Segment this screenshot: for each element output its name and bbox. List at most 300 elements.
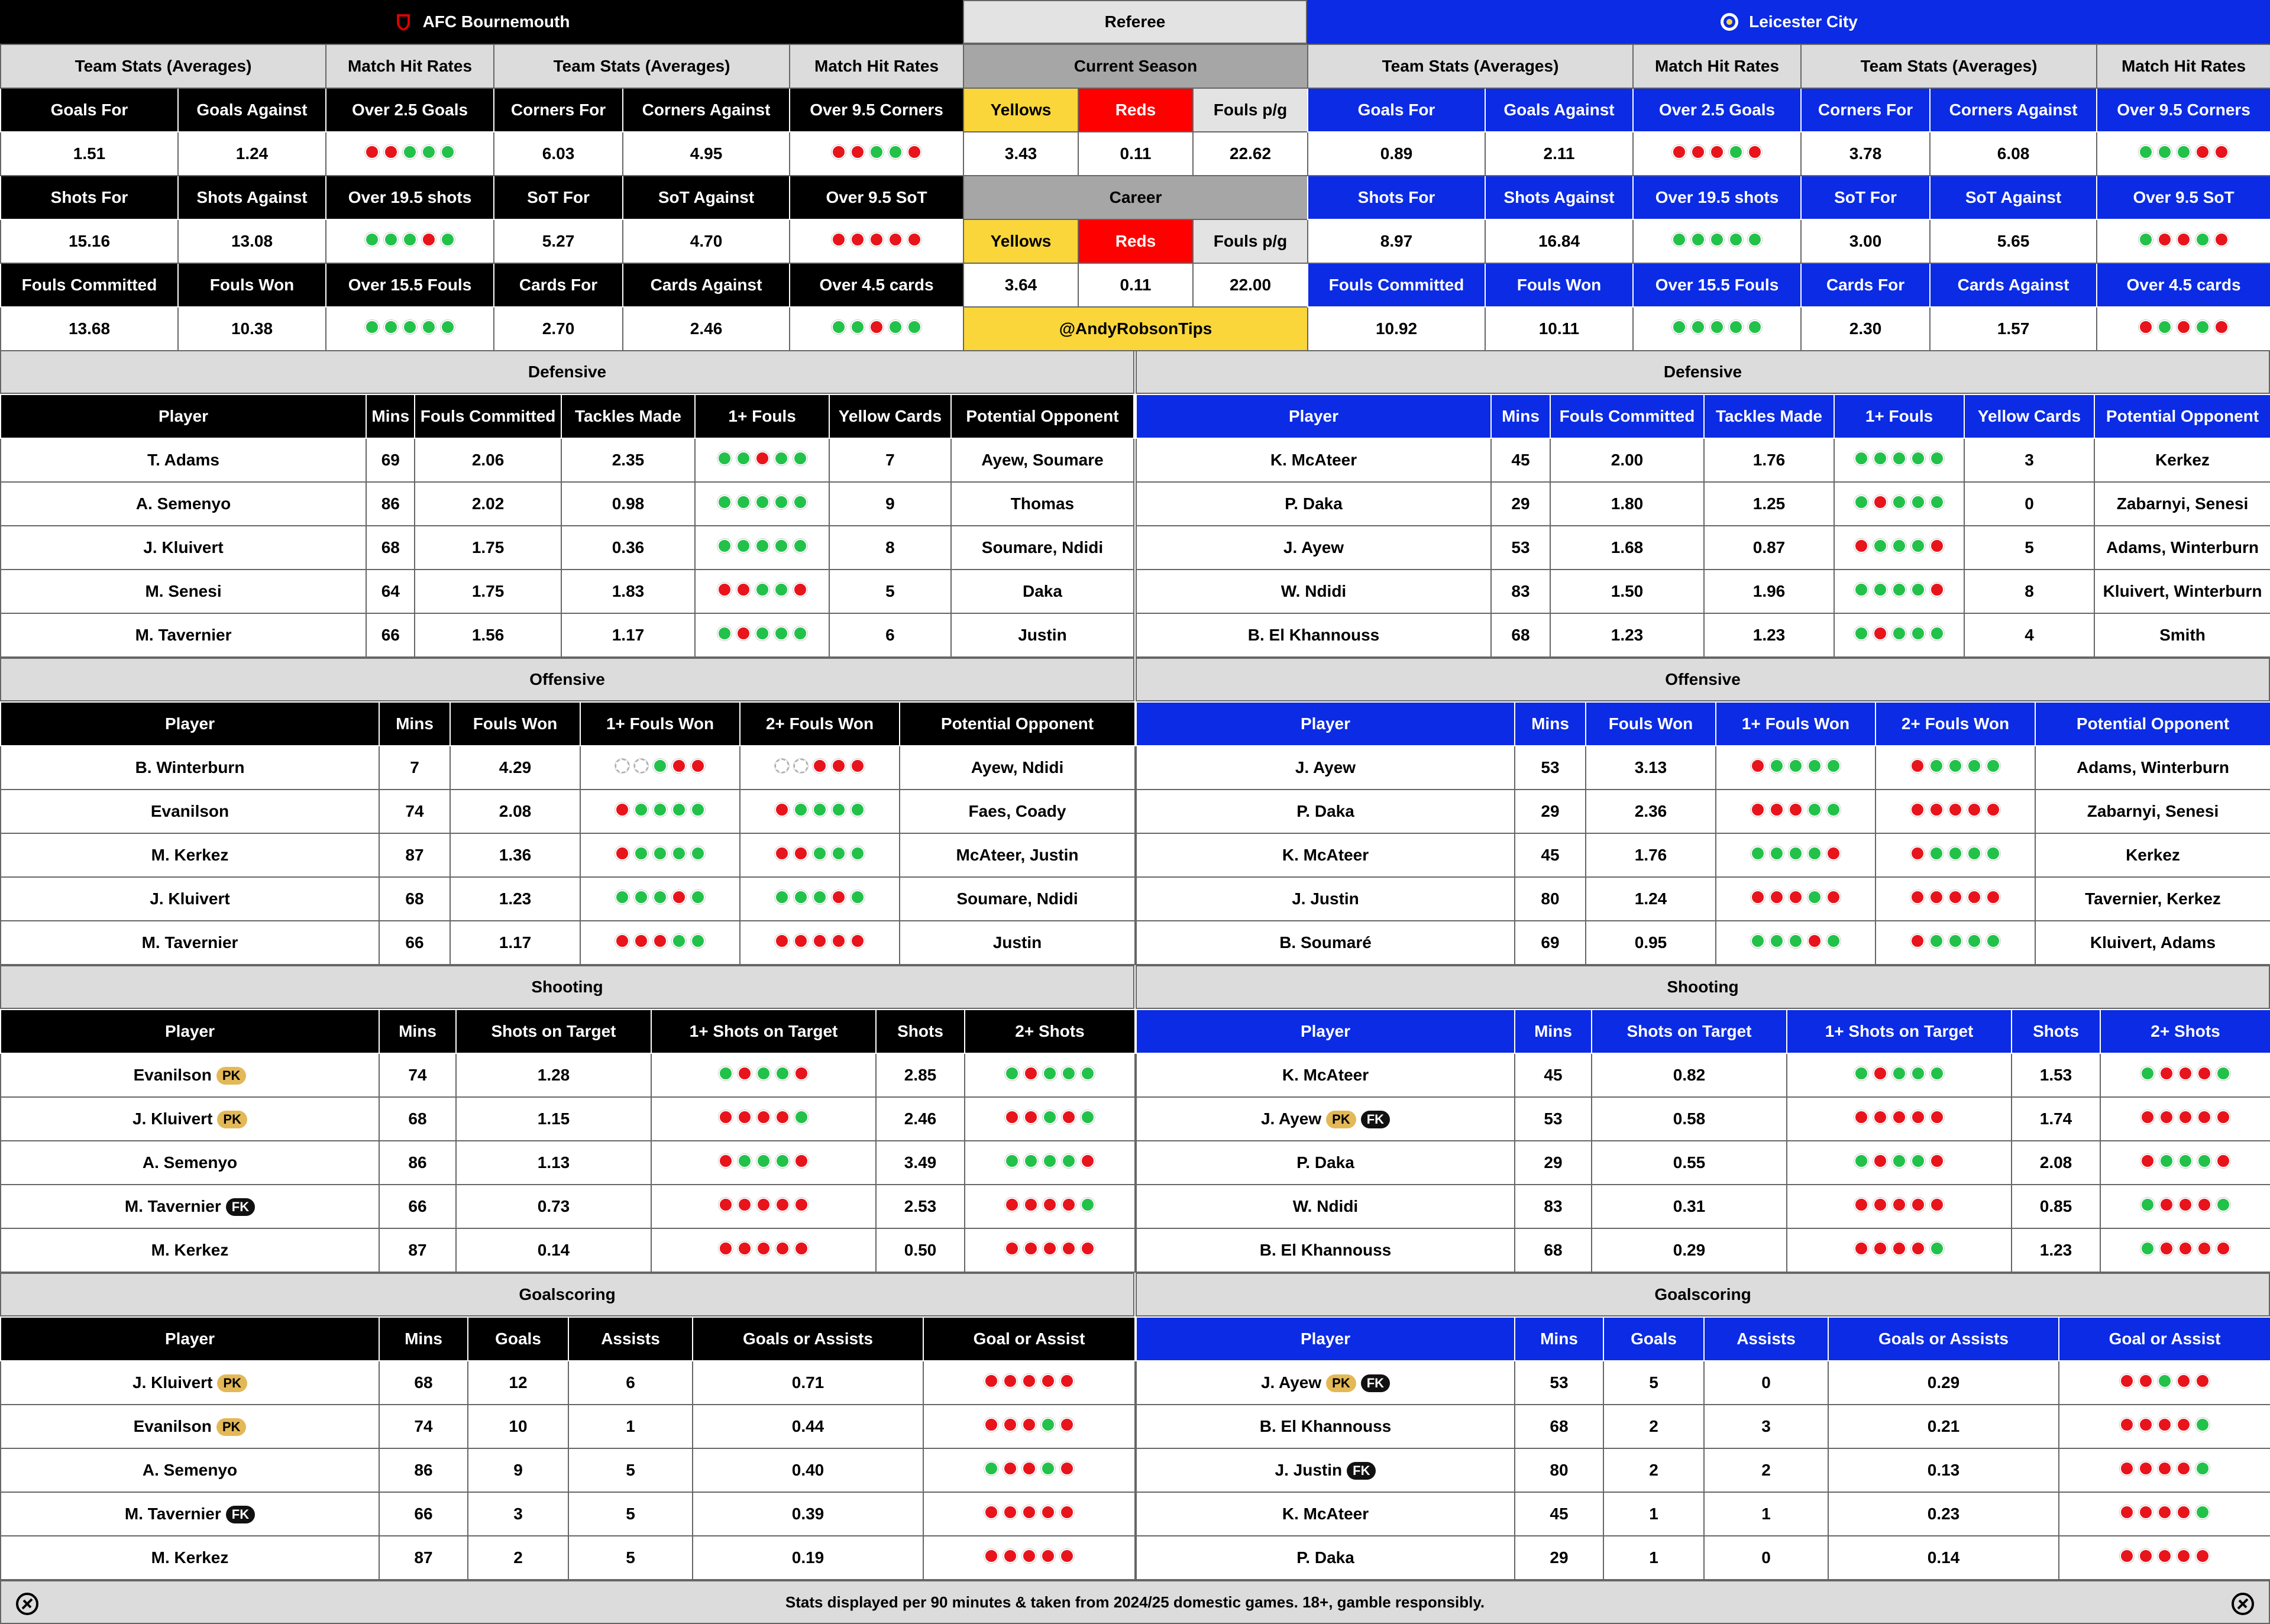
hit-dot-green xyxy=(672,934,686,948)
hit-dot-green xyxy=(1807,759,1822,773)
hit-dot-red xyxy=(1024,1110,1038,1124)
player-row xyxy=(1,1361,1135,1405)
column-header: Player xyxy=(1136,1317,1515,1361)
hit-dot-green xyxy=(1854,495,1868,509)
hit-dot-red xyxy=(775,846,789,860)
hit-dot-red xyxy=(2177,1505,2191,1519)
column-header: Fouls Committed xyxy=(415,394,561,438)
hit-dot-green xyxy=(1911,626,1925,640)
hit-dot-green xyxy=(774,539,788,553)
cell-value: 87 xyxy=(379,1228,456,1272)
cell-value: 1.76 xyxy=(1586,833,1716,877)
hit-dot-red xyxy=(2139,1374,2153,1388)
column-header: Tackles Made xyxy=(1704,394,1834,438)
hit-dot-green xyxy=(1748,232,1762,247)
column-header: Shots xyxy=(2012,1010,2100,1053)
hit-dot-red xyxy=(2120,1549,2134,1563)
hit-dot-red xyxy=(1060,1461,1074,1476)
cell-value: 5 xyxy=(568,1536,693,1580)
hit-dot-green xyxy=(793,539,807,553)
hit-dot-green xyxy=(1854,451,1868,465)
cell-value: Thomas xyxy=(951,482,1134,526)
hit-dot-green xyxy=(1826,803,1841,817)
col-header: SoT Against xyxy=(1930,176,2097,219)
hit-dot-red xyxy=(1854,1110,1868,1124)
hit-dot-red xyxy=(1022,1549,1036,1563)
cell-value xyxy=(651,1097,876,1141)
cell-value: 6 xyxy=(829,613,951,657)
hit-dot-red xyxy=(719,1110,733,1124)
player-row xyxy=(1136,833,2270,877)
hit-dot-green xyxy=(736,495,751,509)
hit-dot-red xyxy=(1060,1374,1074,1388)
hit-dot-red xyxy=(832,890,846,904)
hit-dot-red xyxy=(984,1505,998,1519)
hit-dot-red xyxy=(1911,1110,1925,1124)
hit-dot-green xyxy=(717,626,732,640)
player-name: Evanilson PK xyxy=(1,1053,379,1097)
hit-dot-green xyxy=(1729,320,1743,334)
cell-value: 0.21 xyxy=(1828,1405,2059,1448)
hit-dot-green xyxy=(1873,583,1887,597)
cell-value xyxy=(965,1053,1135,1097)
career-label: Career xyxy=(963,176,1308,219)
career-reds: 0.11 xyxy=(1078,263,1193,307)
current-reds: 0.11 xyxy=(1078,132,1193,176)
hit-dot-green xyxy=(422,320,436,334)
cell-value: 66 xyxy=(379,1492,468,1536)
hit-dot-green xyxy=(1930,495,1944,509)
hit-dot-green xyxy=(793,626,807,640)
hit-dot-red xyxy=(813,759,827,773)
stat-value: 2.30 xyxy=(1801,307,1930,351)
hit-dot-red xyxy=(851,232,865,247)
cell-value xyxy=(1787,1097,2012,1141)
player-name: W. Ndidi xyxy=(1136,1185,1515,1228)
hit-dot-red xyxy=(738,1066,752,1080)
hit-dot-green xyxy=(2195,1505,2210,1519)
hit-dot-green xyxy=(1854,626,1868,640)
cell-value: 5 xyxy=(829,570,951,613)
hit-dot-red xyxy=(2177,320,2191,334)
hit-dot-green xyxy=(1967,846,1981,860)
hit-dot-red xyxy=(2216,1241,2230,1256)
hit-dot-green xyxy=(1710,320,1724,334)
cell-value: 68 xyxy=(379,1361,468,1405)
hit-dot-green xyxy=(1043,1154,1057,1168)
cell-value: 0.87 xyxy=(1704,526,1834,570)
hit-dot-green xyxy=(1948,759,1962,773)
cell-value: 1.28 xyxy=(456,1053,651,1097)
cell-value xyxy=(651,1228,876,1272)
player-row xyxy=(1136,1097,2270,1141)
cell-value: 1.23 xyxy=(1704,613,1834,657)
col-header: Corners Against xyxy=(623,88,790,132)
hit-dot-green xyxy=(1081,1110,1095,1124)
cell-value: 2.53 xyxy=(876,1185,965,1228)
player-name: K. McAteer xyxy=(1136,1053,1515,1097)
hit-dot-green xyxy=(755,539,769,553)
player-name: J. Ayew PK FK xyxy=(1136,1097,1515,1141)
hit-dot-red xyxy=(2214,232,2229,247)
hit-dot-red xyxy=(756,1241,771,1256)
player-name: J. Kluivert PK xyxy=(1,1361,379,1405)
hit-dot-green xyxy=(2195,320,2210,334)
hit-dot-red xyxy=(1910,803,1925,817)
hit-dot-green xyxy=(907,320,921,334)
column-header: 2+ Fouls Won xyxy=(740,702,900,746)
hit-dot-green xyxy=(1041,1461,1055,1476)
cell-value: 87 xyxy=(379,833,450,877)
cell-value: 69 xyxy=(366,438,415,482)
hit-dot-red xyxy=(2197,1241,2211,1256)
hit-dot-red xyxy=(615,934,629,948)
player-row xyxy=(1136,1228,2270,1272)
stat-value: 15.16 xyxy=(1,219,178,263)
hit-dot-green xyxy=(2140,1066,2155,1080)
hit-dot-red xyxy=(422,232,436,247)
player-row xyxy=(1,1141,1135,1185)
cell-value: 1.96 xyxy=(1704,570,1834,613)
stat-value: 1.57 xyxy=(1930,307,2097,351)
hit-dot-red xyxy=(2159,1066,2174,1080)
column-header: Shots on Target xyxy=(456,1010,651,1053)
hit-dot-red xyxy=(1930,1110,1944,1124)
column-header: Player xyxy=(1,394,366,438)
col-header: Over 4.5 cards xyxy=(2097,263,2270,307)
hit-dot-red xyxy=(1751,890,1765,904)
hit-dot-green xyxy=(2195,1418,2210,1432)
fouls-label: Fouls p/g xyxy=(1193,88,1308,132)
player-row xyxy=(1,833,1135,877)
cell-value: 83 xyxy=(1515,1185,1592,1228)
cell-value: 86 xyxy=(379,1141,456,1185)
hit-dot-green xyxy=(888,145,903,159)
hit-dot-red xyxy=(1041,1374,1055,1388)
penalty-taker-badge: PK xyxy=(216,1067,247,1085)
hit-rate-dots xyxy=(1633,219,1801,263)
hit-dot-green xyxy=(1807,890,1822,904)
column-header: Goals xyxy=(468,1317,568,1361)
career-fouls: 22.00 xyxy=(1193,263,1308,307)
player-row xyxy=(1,1053,1135,1097)
hit-dot-green xyxy=(1672,232,1686,247)
column-header: Shots on Target xyxy=(1592,1010,1787,1053)
cell-value: 2.06 xyxy=(415,438,561,482)
hit-dot-red xyxy=(1910,846,1925,860)
referee-panel xyxy=(963,44,1307,351)
hit-dot-red xyxy=(1910,759,1925,773)
hit-dot-green xyxy=(738,1154,752,1168)
home-team-name: AFC Bournemouth xyxy=(422,12,570,31)
cell-value xyxy=(1834,438,1964,482)
footer-right-logo-icon xyxy=(2231,1592,2255,1620)
hit-dot-red xyxy=(738,1198,752,1212)
cell-value: Tavernier, Kerkez xyxy=(2035,877,2270,921)
hit-dot-red xyxy=(634,934,648,948)
player-name: P. Daka xyxy=(1136,790,1515,833)
hit-dot-red xyxy=(832,232,846,247)
hit-dot-green xyxy=(441,320,455,334)
defensive-section-title: Defensive xyxy=(1136,350,2270,394)
cell-value xyxy=(965,1228,1135,1272)
cell-value: 1.80 xyxy=(1550,482,1704,526)
hit-dot-red xyxy=(1910,934,1925,948)
hit-dot-red xyxy=(2177,1461,2191,1476)
hit-dot-red xyxy=(775,1241,790,1256)
team-stats-label: Team Stats (Averages) xyxy=(1308,44,1633,88)
player-row xyxy=(1,1448,1135,1492)
hit-dot-green xyxy=(653,846,667,860)
player-name: P. Daka xyxy=(1136,1536,1515,1580)
hit-dot-green xyxy=(1062,1066,1076,1080)
cell-value: 66 xyxy=(379,1185,456,1228)
hit-dot-green xyxy=(1986,846,2000,860)
column-header: 2+ Shots xyxy=(965,1010,1135,1053)
hit-dot-green xyxy=(793,495,807,509)
hit-dot-green xyxy=(1986,759,2000,773)
cell-value xyxy=(1876,921,2035,965)
hit-dot-red xyxy=(1911,1198,1925,1212)
hit-dot-green xyxy=(1929,846,1944,860)
cell-value: 45 xyxy=(1515,1053,1592,1097)
cell-value xyxy=(1716,746,1876,790)
cell-value: 0.44 xyxy=(693,1405,923,1448)
stat-value: 1.24 xyxy=(178,132,326,176)
cell-value: 0.13 xyxy=(1828,1448,2059,1492)
hit-dot-red xyxy=(2158,1461,2172,1476)
cell-value xyxy=(2059,1492,2270,1536)
hit-dot-red xyxy=(1986,803,2000,817)
hit-dot-green xyxy=(1751,846,1765,860)
cell-value: 3 xyxy=(1704,1405,1828,1448)
cell-value: 1.74 xyxy=(2012,1097,2100,1141)
hit-rate-dots xyxy=(790,219,963,263)
hit-dot-red xyxy=(2159,1241,2174,1256)
hit-dot-red xyxy=(691,759,705,773)
col-header: Goals Against xyxy=(178,88,326,132)
hit-dot-red xyxy=(1873,1154,1887,1168)
hit-dot-green xyxy=(2139,232,2153,247)
cell-value: 9 xyxy=(829,482,951,526)
hit-dot-red xyxy=(1024,1198,1038,1212)
cell-value xyxy=(1834,570,1964,613)
hit-dot-red xyxy=(1873,1198,1887,1212)
hit-rate-dots xyxy=(790,132,963,176)
hit-rate-dots xyxy=(2097,307,2270,351)
hit-dot-red xyxy=(615,846,629,860)
hit-dot-green xyxy=(672,803,686,817)
home-team-stats xyxy=(0,44,963,351)
col-header: Cards For xyxy=(494,263,623,307)
hit-dot-green xyxy=(1043,1066,1057,1080)
penalty-taker-badge: PK xyxy=(217,1374,247,1392)
cell-value: 8 xyxy=(1964,570,2094,613)
hit-dot-red xyxy=(1710,145,1724,159)
cell-value xyxy=(2059,1448,2270,1492)
cell-value: 2 xyxy=(1603,1405,1704,1448)
player-name: A. Semenyo xyxy=(1,1448,379,1492)
cell-value xyxy=(1787,1141,2012,1185)
stat-value: 10.38 xyxy=(178,307,326,351)
stat-value: 4.70 xyxy=(623,219,790,263)
hit-dot-green xyxy=(672,846,686,860)
hit-dot-red xyxy=(1986,890,2000,904)
hit-dot-red xyxy=(736,626,751,640)
hit-dot-green xyxy=(2158,145,2172,159)
cell-value xyxy=(651,1185,876,1228)
col-header: Shots Against xyxy=(1485,176,1633,219)
cell-value: 1.13 xyxy=(456,1141,651,1185)
column-header: Potential Opponent xyxy=(951,394,1134,438)
cell-value: 2.85 xyxy=(876,1053,965,1097)
footer-left-logo-icon xyxy=(15,1592,39,1620)
offensive-section-title: Offensive xyxy=(0,658,1134,701)
hit-dot-green xyxy=(403,320,417,334)
col-header: Cards For xyxy=(1801,263,1930,307)
cell-value xyxy=(651,1141,876,1185)
hit-rate-dots xyxy=(2097,219,2270,263)
player-row xyxy=(1136,877,2270,921)
current-season-label: Current Season xyxy=(963,44,1308,88)
hit-dot-red xyxy=(2177,1418,2191,1432)
cell-value: 0.23 xyxy=(1828,1492,2059,1536)
hit-dot-red xyxy=(1748,145,1762,159)
hit-dot-red xyxy=(832,759,846,773)
stat-value: 10.11 xyxy=(1485,307,1633,351)
col-header: SoT For xyxy=(1801,176,1930,219)
column-header: Yellow Cards xyxy=(829,394,951,438)
twitter-handle: @AndyRobsonTips xyxy=(963,307,1308,351)
home-header xyxy=(0,0,963,44)
hit-dot-red xyxy=(1022,1461,1036,1476)
hit-dot-green xyxy=(1789,846,1803,860)
column-header: 1+ Shots on Target xyxy=(651,1010,876,1053)
hit-dot-green xyxy=(1854,1154,1868,1168)
hit-dot-red xyxy=(2139,320,2153,334)
team-stats-label: Team Stats (Averages) xyxy=(1801,44,2097,88)
hit-dot-green xyxy=(888,320,903,334)
player-row xyxy=(1136,746,2270,790)
hit-dot-red xyxy=(1929,803,1944,817)
cell-value: 66 xyxy=(379,921,450,965)
hit-dot-red xyxy=(832,145,846,159)
cell-value: 68 xyxy=(379,1097,456,1141)
hit-dot-green xyxy=(1930,626,1944,640)
player-row xyxy=(1,570,1134,613)
cell-value xyxy=(2059,1361,2270,1405)
cell-value xyxy=(740,833,900,877)
cell-value: 2.08 xyxy=(2012,1141,2100,1185)
hit-dot-red xyxy=(2139,1418,2153,1432)
hit-dot-green xyxy=(1967,759,1981,773)
col-header: Shots Against xyxy=(178,176,326,219)
cell-value xyxy=(2100,1185,2270,1228)
cell-value: 0.19 xyxy=(693,1536,923,1580)
cell-value: 0.98 xyxy=(561,482,696,526)
hit-dot-red xyxy=(2140,1154,2155,1168)
hit-dot-red xyxy=(719,1241,733,1256)
column-header: Fouls Committed xyxy=(1550,394,1704,438)
hit-dot-green xyxy=(2159,1154,2174,1168)
column-header: Goals or Assists xyxy=(1828,1317,2059,1361)
column-header: Potential Opponent xyxy=(2094,394,2270,438)
cell-value: 0.14 xyxy=(456,1228,651,1272)
cell-value: 74 xyxy=(379,790,450,833)
hit-dot-red xyxy=(1003,1505,1017,1519)
cell-value xyxy=(740,877,900,921)
hit-dot-red xyxy=(1854,1241,1868,1256)
stat-value: 2.70 xyxy=(494,307,623,351)
cell-value: 8 xyxy=(829,526,951,570)
hit-dot-red xyxy=(984,1549,998,1563)
hit-dot-red xyxy=(1873,1066,1887,1080)
cell-value: 1.25 xyxy=(1704,482,1834,526)
hit-dot-green xyxy=(793,451,807,465)
hit-dot-red xyxy=(2158,1549,2172,1563)
cell-value: 1 xyxy=(1704,1492,1828,1536)
hit-dot-green xyxy=(1005,1066,1019,1080)
hit-dot-red xyxy=(794,1198,809,1212)
hit-dot-green xyxy=(441,232,455,247)
hit-dot-green xyxy=(775,1154,790,1168)
away-crest-icon xyxy=(1719,12,1739,32)
cell-value: 2.46 xyxy=(876,1097,965,1141)
cell-value xyxy=(695,526,829,570)
hit-dot-green xyxy=(1948,846,1962,860)
hit-dot-green xyxy=(851,890,865,904)
hit-rate-dots xyxy=(1633,307,1801,351)
player-row xyxy=(1136,1405,2270,1448)
cell-value xyxy=(580,746,740,790)
hit-dot-red xyxy=(1930,1154,1944,1168)
hit-dot-red xyxy=(2139,1549,2153,1563)
hit-dot-red xyxy=(2120,1461,2134,1476)
hit-dot-red xyxy=(1770,803,1784,817)
hit-dot-green xyxy=(2197,1154,2211,1168)
hit-dot-red xyxy=(1892,1241,1906,1256)
hit-dot-empty xyxy=(775,759,789,773)
hit-dot-green xyxy=(1710,232,1724,247)
col-header: Corners Against xyxy=(1930,88,2097,132)
cell-value: 86 xyxy=(366,482,415,526)
player-row xyxy=(1,1185,1135,1228)
cell-value: Soumare, Ndidi xyxy=(900,877,1135,921)
col-header: Goals Against xyxy=(1485,88,1633,132)
cell-value: 83 xyxy=(1491,570,1550,613)
hit-dot-empty xyxy=(615,759,629,773)
penalty-taker-badge: PK xyxy=(216,1418,247,1436)
cell-value: 68 xyxy=(366,526,415,570)
player-row xyxy=(1,877,1135,921)
free-kick-taker-badge: FK xyxy=(226,1198,255,1216)
cell-value: Kluivert, Winterburn xyxy=(2094,570,2270,613)
penalty-taker-badge: PK xyxy=(217,1111,247,1128)
home-player-tables xyxy=(0,350,1134,1580)
cell-value: 7 xyxy=(379,746,450,790)
player-name: Evanilson xyxy=(1,790,379,833)
stat-value: 8.97 xyxy=(1308,219,1485,263)
hit-dot-red xyxy=(756,1198,771,1212)
hit-dot-green xyxy=(984,1461,998,1476)
col-header: Shots For xyxy=(1308,176,1485,219)
hit-dot-red xyxy=(907,232,921,247)
hit-dot-green xyxy=(1789,934,1803,948)
cell-value xyxy=(1876,877,2035,921)
hit-dot-red xyxy=(1022,1505,1036,1519)
hit-dot-green xyxy=(2139,145,2153,159)
hit-dot-green xyxy=(2216,1066,2230,1080)
